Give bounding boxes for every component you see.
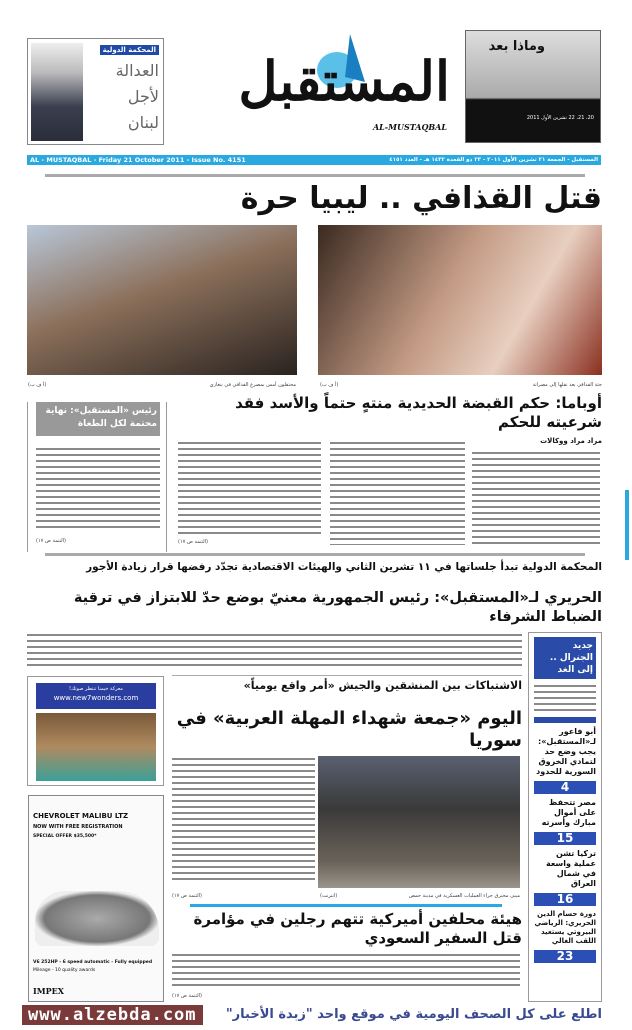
- promo-line: لأجل: [127, 87, 159, 106]
- ad-offer: SPECIAL OFFER $35,500*: [33, 834, 97, 839]
- photo-credit: (انترنت): [320, 893, 338, 899]
- continued-note: (التتمة ص ١٧): [172, 993, 203, 999]
- saudi-headline: هيئة محلفين أميركية تتهم رجلين في مؤامرة قتل السفير السعودي: [193, 910, 522, 947]
- portrait-photo: [31, 43, 83, 141]
- divider: [45, 174, 585, 177]
- obama-headline: أوباما: حكم القبضة الحديدية منتهٍ حتماً والأسد فقد شرعيته للحكم: [235, 394, 602, 431]
- article-body-text: [36, 446, 160, 532]
- promo-ad-event[interactable]: [465, 30, 601, 143]
- photo-caption: محتفلون أمس بمصرع القذافي في بنغازي: [209, 382, 296, 388]
- divider: [45, 553, 585, 556]
- issue-bar: [27, 155, 601, 165]
- article-body-text: [172, 952, 520, 990]
- footer-slogan: اطلع على كل الصحف اليومية في موقع واحد "زبدة الأخبار": [225, 1007, 602, 1022]
- sidebar-item[interactable]: [534, 798, 596, 828]
- ad-warranty: Mileage - 10 quality awards: [33, 968, 96, 973]
- side-box-headline: رئيس «المستقبل»: نهاية محتمة لكل الطغاة: [36, 402, 160, 436]
- promo-line: لبنان: [127, 113, 159, 132]
- newspaper-logo: [185, 30, 455, 145]
- sidebar-item-title: تركيا تشن عملية واسعة في شمال العراق: [546, 849, 596, 888]
- logo-english: AL-MUSTAQBAL: [372, 122, 447, 132]
- ad-spec: V6 252HP - 6 speed automatic - Fully equipped: [33, 960, 153, 965]
- page-number-badge: 15: [534, 832, 596, 845]
- continued-note: (التتمة ص ١٧): [178, 539, 209, 545]
- page-number-badge: 16: [534, 893, 596, 906]
- article-body-text: [178, 440, 321, 535]
- sidebar-item[interactable]: [534, 910, 596, 946]
- ad-url[interactable]: www.new7wonders.com: [53, 694, 139, 702]
- right-sidebar: [528, 632, 602, 1002]
- syria-kicker: الاشتباكات بين المنشقين والجيش «أمر واقع يومياً»: [243, 679, 522, 692]
- photo-libya-celebration: [27, 225, 297, 375]
- promo-box-tribunal[interactable]: [27, 38, 164, 145]
- hariri-kicker: المحكمة الدولية تبدأ جلساتها في ١١ تشرين الثاني والهيئات الاقتصادية تجدّد رفضها قرار زيادة الأجور: [86, 561, 602, 573]
- lead-headline: قتل القذافي .. ليبيا حرة: [240, 181, 602, 216]
- article-body-text: [330, 440, 465, 545]
- sidebar-separator: [534, 717, 596, 723]
- ad-text: معركة خيمنا تنتظر صوتك!: [69, 686, 123, 692]
- ad-chevrolet[interactable]: [28, 795, 164, 1002]
- divider: [172, 675, 522, 676]
- promo-ad-title: وماذا بعد: [488, 39, 545, 54]
- footer-url[interactable]: www.alzebda.com: [22, 1005, 203, 1025]
- side-box: [27, 402, 167, 552]
- article-body-text: [27, 632, 522, 670]
- photo-homs-building: [318, 756, 520, 888]
- photo-gaddafi: [318, 225, 602, 375]
- page-number-badge: 4: [534, 781, 596, 794]
- sidebar-item-title: مصر تتحفظ على أموال مبارك وأسرته: [541, 798, 596, 827]
- syria-headline: اليوم «جمعة شهداء المهلة العربية» في سوريا: [176, 708, 522, 751]
- photo-credit: (أ ف ب): [28, 382, 47, 388]
- page-number-badge: 23: [534, 950, 596, 963]
- hariri-headline: الحريري لـ«المستقبل»: رئيس الجمهورية معنيّ بوضع حدّ للابتزاز في ترقية الضباط الشرفاء: [73, 590, 602, 625]
- promo-badge: المحكمة الدولية: [100, 45, 159, 55]
- continued-note: (التتمة ص ١٧): [172, 893, 203, 899]
- sidebar-item-title: دورة حسام الدين الحريري: الرياضي البيروتي يستعيد اللقب الغالي: [534, 910, 596, 945]
- ad-dealer: IMPEX: [33, 986, 64, 996]
- sidebar-item[interactable]: [534, 849, 596, 889]
- issue-bar-arabic: المستقبل - الجمعة ٢١ تشرين الأول ٢٠١١ - ٢٣ ذو القعدة ١٤٣٢ هـ - العدد ٤١٥١: [389, 157, 598, 163]
- promo-ad-dates: 20، 21، 22 تشرين الأول 2011: [526, 115, 594, 121]
- scrollbar-indicator[interactable]: [625, 490, 629, 560]
- photo-caption: جثة القذافي بعد نقلها إلى مصراتة: [532, 382, 602, 388]
- sidebar-top-box[interactable]: جديد الجنرال .. إلى الغد: [534, 637, 596, 679]
- sidebar-item[interactable]: [534, 727, 596, 777]
- logo-arabic: المستقبل: [238, 49, 450, 113]
- divider-blue: [190, 904, 502, 907]
- photo-credit: (أ ف ب): [320, 382, 339, 388]
- article-body-text: [534, 683, 596, 713]
- sidebar-item-title: أبو فاعور لـ«المستقبل»: يجب وضع حد لتمادي الخروق السورية للحدود: [536, 727, 596, 776]
- ad-title: CHEVROLET MALIBU LTZ: [33, 812, 129, 820]
- article-body-text: [472, 450, 600, 544]
- ad-new7wonders[interactable]: [27, 676, 164, 786]
- byline: مراد مراد ووكالات: [540, 437, 602, 445]
- article-body-text: [172, 756, 315, 884]
- promo-line: العدالة: [115, 61, 159, 80]
- photo-caption: مبنى محترق جراء العمليات العسكرية في مدينة حمص: [408, 893, 520, 899]
- ad-subtitle: NOW WITH FREE REGISTRATION: [33, 824, 123, 830]
- issue-bar-english: AL - MUSTAQBAL - Friday 21 October 2011 - Issue No. 4151: [30, 156, 246, 164]
- ad-cave-photo: [36, 713, 156, 781]
- car-image: [35, 891, 159, 946]
- ad-banner: [36, 683, 156, 709]
- continued-note: (التتمة ص ١٧): [36, 538, 67, 544]
